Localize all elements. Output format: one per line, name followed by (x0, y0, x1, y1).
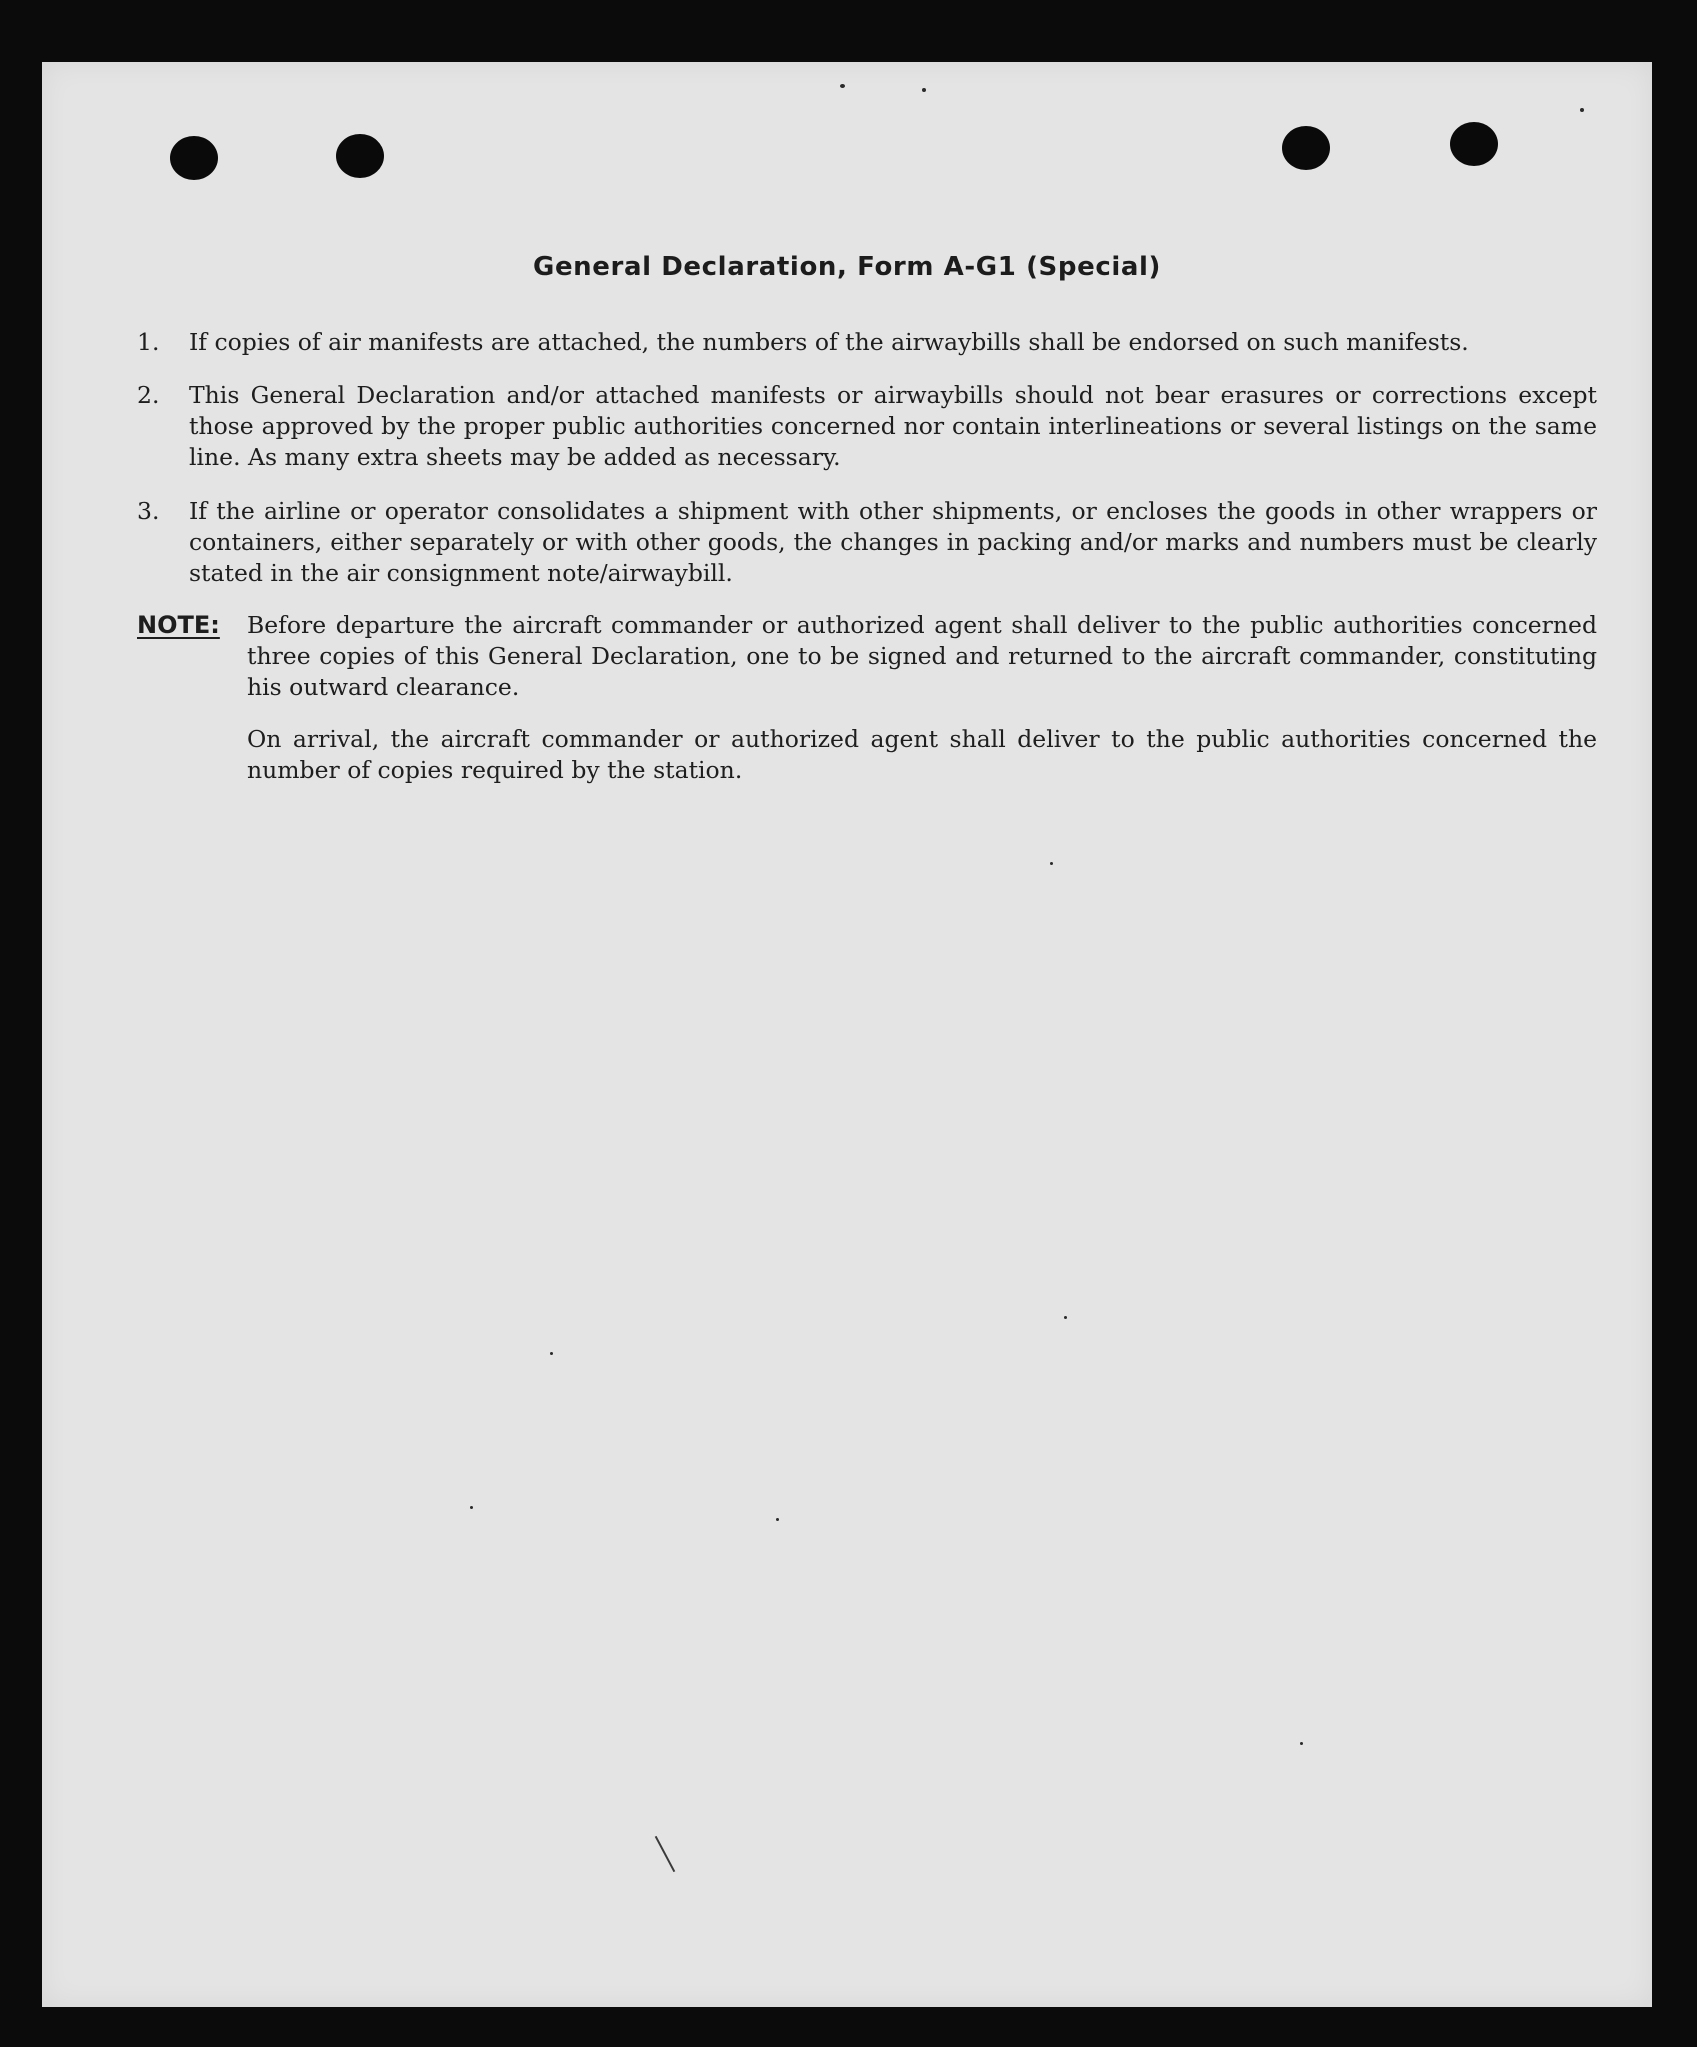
scan-speck (550, 1352, 553, 1355)
document-page (42, 62, 1652, 2007)
scan-speck (470, 1506, 473, 1509)
punch-hole-3 (1282, 126, 1330, 170)
item-text: This General Declaration and/or attached manifests or airwaybills should not bear erasures or corrections except those approved by the proper public authorities concerned nor contain interlineations or several listings on the same line. As many extra sheets may be added as necessary. (189, 381, 1597, 471)
punch-hole-1 (170, 136, 218, 180)
note-paragraph-2: On arrival, the aircraft commander or authorized agent shall deliver to the public authorities concerned the number of copies required by the station. (247, 725, 1597, 784)
scan-speck (922, 88, 926, 92)
item-text: If the airline or operator consolidates a shipment with other shipments, or encloses the goods in other wrappers or containers, either separately or with other goods, the changes in packing and/or marks and numbers must be clearly stated in the air consignment note/airwaybill. (189, 497, 1597, 587)
scan-speck (840, 84, 845, 88)
item-text: If copies of air manifests are attached, the numbers of the airwaybills shall be endorsed on such manifests. (189, 328, 1469, 356)
punch-hole-4 (1450, 122, 1498, 166)
note-label: NOTE: (137, 611, 220, 639)
item-number: 2. (137, 381, 160, 409)
item-number: 3. (137, 497, 160, 525)
scan-speck (1580, 108, 1584, 112)
scan-speck (776, 1518, 779, 1521)
scan-speck (1300, 1742, 1303, 1745)
page-title: General Declaration, Form A-G1 (Special) (533, 252, 1161, 282)
scan-scratch (655, 1836, 676, 1872)
punch-hole-2 (336, 134, 384, 178)
scan-speck (1050, 862, 1053, 865)
scan-speck (1064, 1316, 1067, 1319)
item-number: 1. (137, 328, 160, 356)
note-paragraph-1: Before departure the aircraft commander or authorized agent shall deliver to the public authorities concerned three copies of this General Declaration, one to be signed and returned to the aircraft commander, constituting his outward clearance. (247, 611, 1597, 701)
